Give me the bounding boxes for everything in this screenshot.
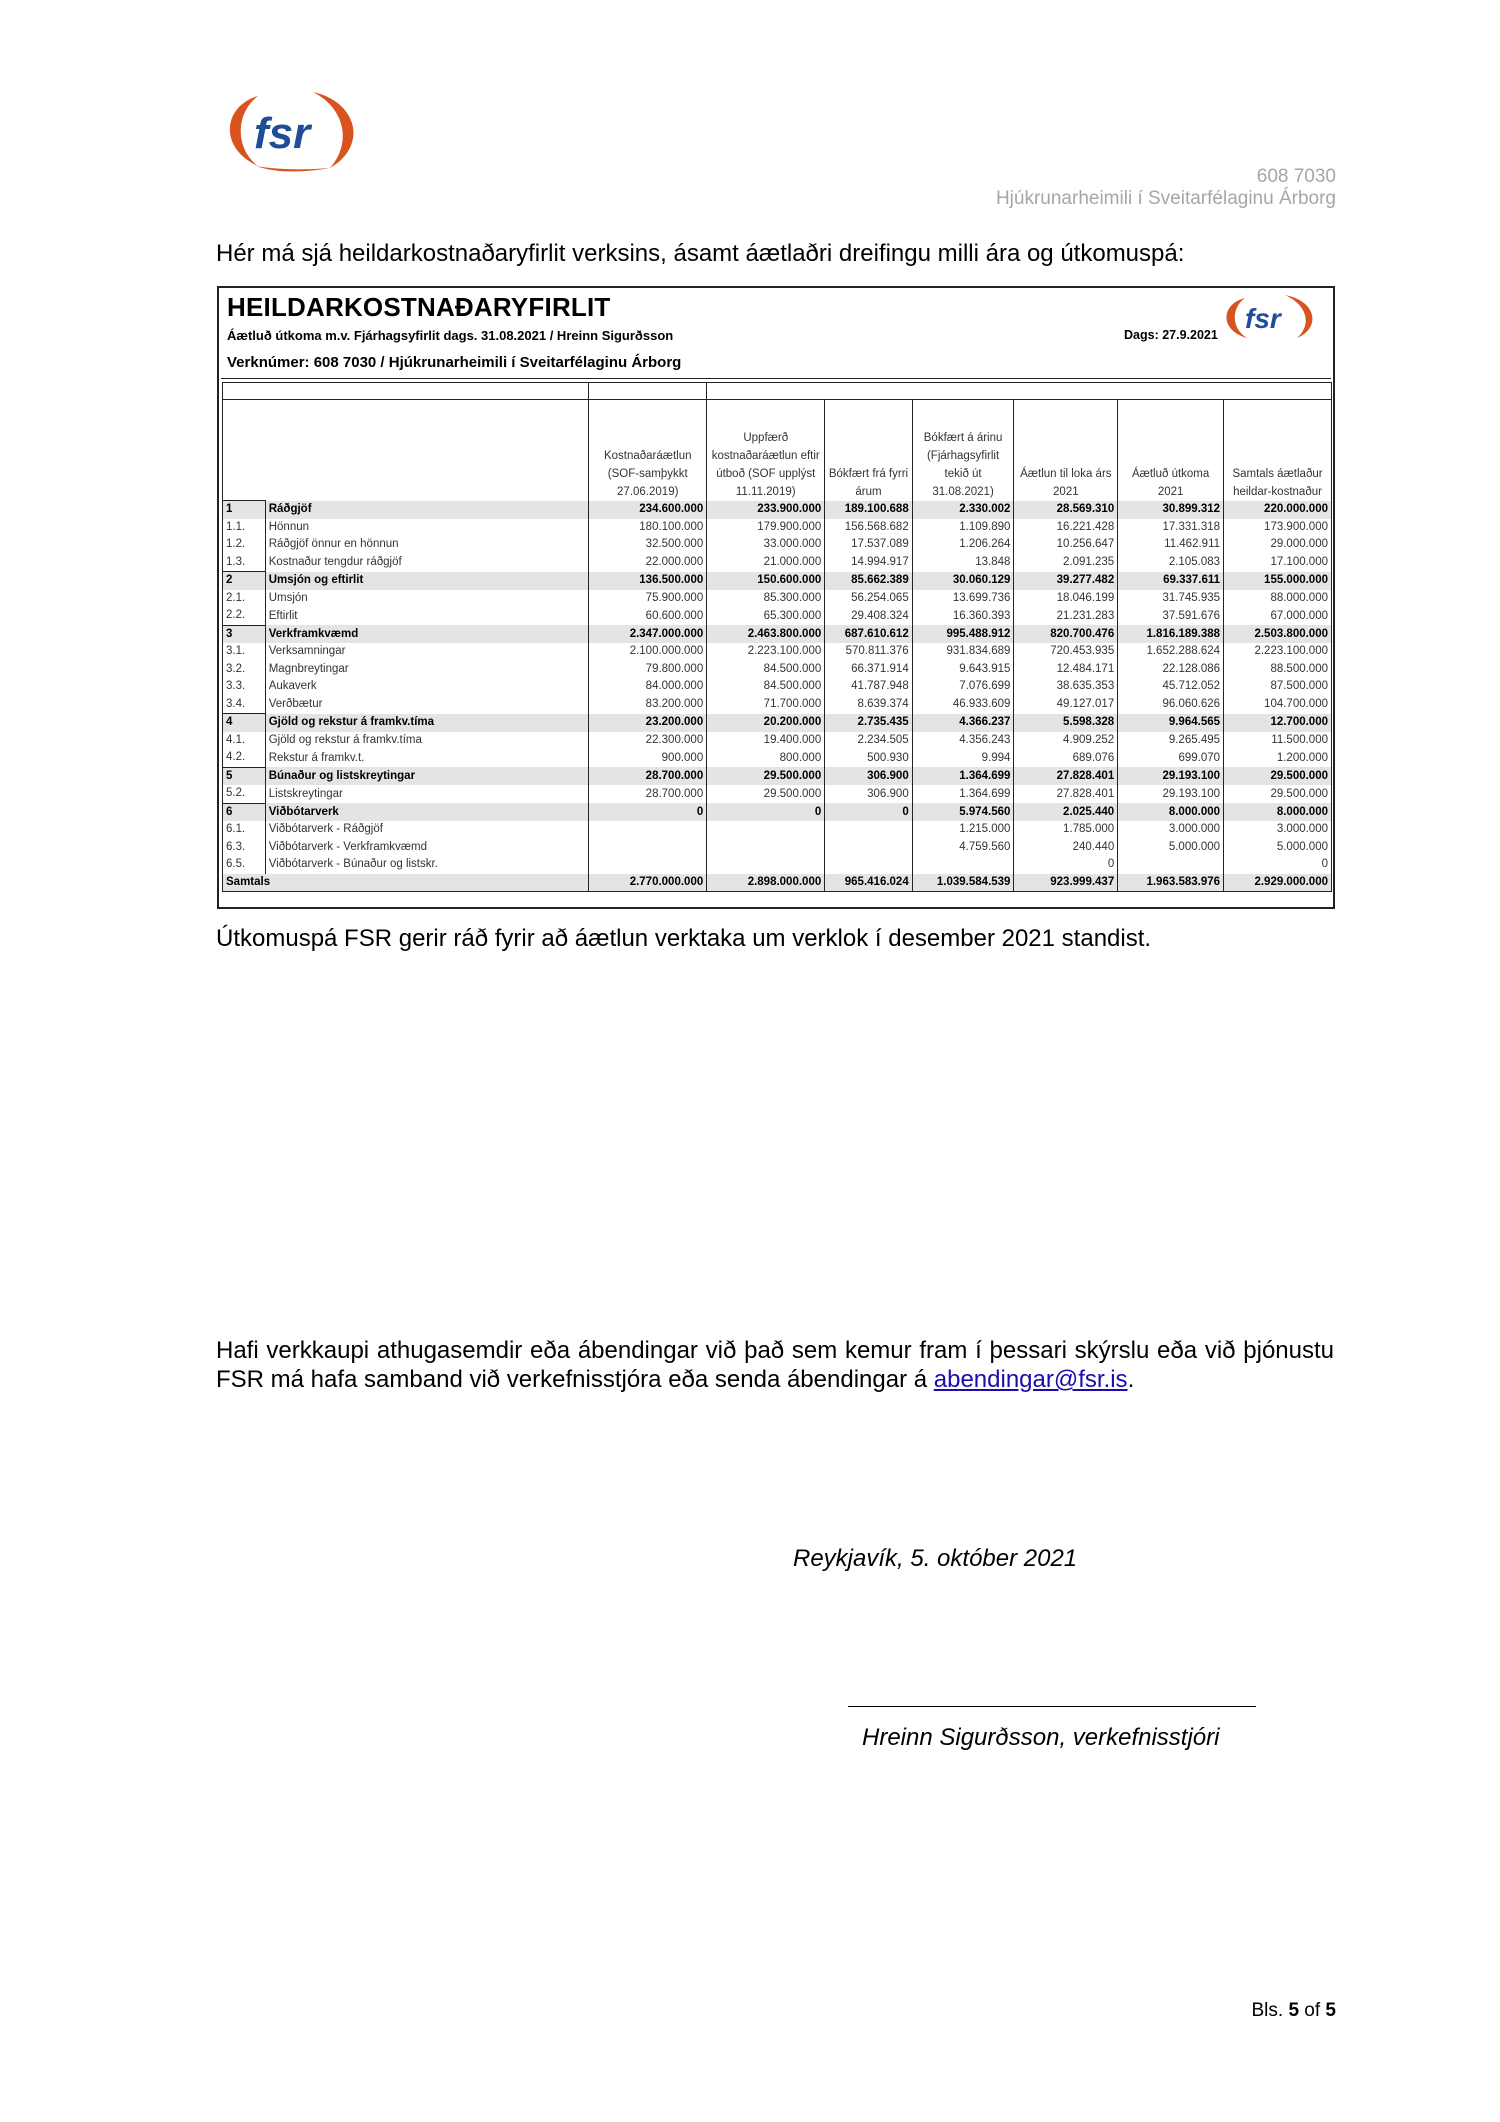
row-value: 0: [1224, 856, 1332, 874]
total-value: 2.898.000.000: [707, 874, 825, 892]
row-code: 2.1.: [223, 590, 266, 608]
svg-text:fsr: fsr: [1245, 303, 1281, 334]
col-header: Kostnaðaráætlun (SOF-samþykkt 27.06.2019): [589, 400, 707, 501]
sheet-date: Dags: 27.9.2021: [1124, 328, 1218, 342]
row-value: 720.453.935: [1014, 643, 1118, 661]
row-value: 5.974.560: [912, 803, 1014, 821]
col-header: Bókfært frá fyrri árum: [825, 400, 912, 501]
row-value: 104.700.000: [1224, 696, 1332, 714]
col-header: Uppfærð kostnaðaráætlun eftir útboð (SOF upplýst 11.11.2019): [707, 400, 825, 501]
row-value: 20.200.000: [707, 714, 825, 732]
table-row: [223, 732, 1332, 750]
row-value: 1.785.000: [1014, 821, 1118, 839]
row-value: 5.000.000: [1118, 839, 1224, 857]
row-value: [825, 839, 912, 857]
row-value: 37.591.676: [1118, 607, 1224, 625]
row-value: 220.000.000: [1224, 501, 1332, 519]
row-value: 2.223.100.000: [1224, 643, 1332, 661]
row-value: 136.500.000: [589, 572, 707, 590]
row-value: 29.193.100: [1118, 767, 1224, 785]
row-name: Umsjón: [265, 590, 589, 608]
row-value: 30.899.312: [1118, 501, 1224, 519]
row-code: 3.2.: [223, 661, 266, 679]
row-value: 11.500.000: [1224, 732, 1332, 750]
row-value: 2.330.002: [912, 501, 1014, 519]
row-value: 84.000.000: [589, 678, 707, 696]
fsr-logo-small: [1219, 292, 1319, 342]
table-group-row: [223, 714, 1332, 732]
table-group-row: [223, 625, 1332, 643]
row-code: 4.2.: [223, 749, 266, 767]
row-value: [589, 839, 707, 857]
row-value: 1.109.890: [912, 519, 1014, 537]
row-value: 29.000.000: [1224, 536, 1332, 554]
row-value: 1.200.000: [1224, 749, 1332, 767]
row-value: 22.128.086: [1118, 661, 1224, 679]
table-row: [223, 785, 1332, 803]
row-value: 49.127.017: [1014, 696, 1118, 714]
table-row: [223, 839, 1332, 857]
row-value: 66.371.914: [825, 661, 912, 679]
row-value: 29.500.000: [707, 767, 825, 785]
row-value: 41.787.948: [825, 678, 912, 696]
row-name: Viðbótarverk - Ráðgjöf: [265, 821, 589, 839]
row-value: 23.200.000: [589, 714, 707, 732]
row-name: Aukaverk: [265, 678, 589, 696]
page-prefix: Bls.: [1251, 2000, 1289, 2021]
row-value: [1118, 856, 1224, 874]
place-date: Reykjavík, 5. október 2021: [793, 1545, 1078, 1572]
table-row: [223, 856, 1332, 874]
row-name: Verðbætur: [265, 696, 589, 714]
row-name: Magnbreytingar: [265, 661, 589, 679]
row-value: 13.699.736: [912, 590, 1014, 608]
row-value: 38.635.353: [1014, 678, 1118, 696]
row-value: 500.930: [825, 749, 912, 767]
row-value: 13.848: [912, 554, 1014, 572]
row-value: 27.828.401: [1014, 785, 1118, 803]
row-value: 60.600.000: [589, 607, 707, 625]
row-value: 570.811.376: [825, 643, 912, 661]
row-value: 87.500.000: [1224, 678, 1332, 696]
row-code: 3.4.: [223, 696, 266, 714]
row-value: 9.643.915: [912, 661, 1014, 679]
row-value: 22.000.000: [589, 554, 707, 572]
row-value: 687.610.612: [825, 625, 912, 643]
row-value: 4.366.237: [912, 714, 1014, 732]
cost-table: [222, 382, 1332, 892]
row-name: Kostnaður tengdur ráðgjöf: [265, 554, 589, 572]
row-value: 8.000.000: [1224, 803, 1332, 821]
row-code: 6.3.: [223, 839, 266, 857]
row-value: 3.000.000: [1224, 821, 1332, 839]
row-value: 28.700.000: [589, 785, 707, 803]
row-name: Búnaður og listskreytingar: [265, 767, 589, 785]
row-value: 39.277.482: [1014, 572, 1118, 590]
table-group-row: [223, 767, 1332, 785]
row-code: 1.1.: [223, 519, 266, 537]
contact-paragraph: [216, 1336, 1334, 1394]
row-value: 306.900: [825, 767, 912, 785]
row-value: 75.900.000: [589, 590, 707, 608]
row-value: 8.639.374: [825, 696, 912, 714]
table-row: [223, 607, 1332, 625]
row-code: 5: [223, 767, 266, 785]
table-header-row: [223, 400, 1332, 501]
table-row: [223, 749, 1332, 767]
row-value: 84.500.000: [707, 678, 825, 696]
row-value: 2.463.800.000: [707, 625, 825, 643]
row-value: 931.834.689: [912, 643, 1014, 661]
table-row: [223, 519, 1332, 537]
row-value: 155.000.000: [1224, 572, 1332, 590]
project-name: Hjúkrunarheimili í Sveitarfélaginu Árborg: [995, 188, 1336, 209]
row-value: 180.100.000: [589, 519, 707, 537]
sheet-project: Verknúmer: 608 7030 / Hjúkrunarheimili í Sveitarfélaginu Árborg: [227, 354, 682, 371]
fsr-logo: [218, 88, 363, 173]
row-value: 29.500.000: [1224, 785, 1332, 803]
page-number: [1251, 2000, 1336, 2022]
col-header: Áætluð útkoma 2021: [1118, 400, 1224, 501]
row-value: 56.254.065: [825, 590, 912, 608]
total-value: 2.929.000.000: [1224, 874, 1332, 892]
row-value: 1.364.699: [912, 785, 1014, 803]
row-value: 2.025.440: [1014, 803, 1118, 821]
row-value: [825, 821, 912, 839]
row-value: 14.994.917: [825, 554, 912, 572]
page-of: of: [1299, 2000, 1326, 2021]
contact-text: Hafi verkkaupi athugasemdir eða ábendingar við það sem kemur fram í þessari skýrslu eða við þjónustu FSR má hafa samband við verkefnisstjóra eða senda ábendingar á: [216, 1337, 1334, 1393]
row-value: [589, 856, 707, 874]
row-code: 4.1.: [223, 732, 266, 750]
row-value: [707, 839, 825, 857]
row-value: [707, 856, 825, 874]
sheet-subtitle: Áætluð útkoma m.v. Fjárhagsyfirlit dags. 31.08.2021 / Hreinn Sigurðsson: [227, 328, 674, 343]
row-value: 45.712.052: [1118, 678, 1224, 696]
row-value: 0: [589, 803, 707, 821]
row-value: 1.816.189.388: [1118, 625, 1224, 643]
row-value: 67.000.000: [1224, 607, 1332, 625]
row-value: 84.500.000: [707, 661, 825, 679]
row-value: 16.360.393: [912, 607, 1014, 625]
contact-after: .: [1127, 1366, 1135, 1393]
row-name: Gjöld og rekstur á framkv.tíma: [265, 732, 589, 750]
table-row: [223, 554, 1332, 572]
row-name: Verkframkvæmd: [265, 625, 589, 643]
row-value: 79.800.000: [589, 661, 707, 679]
row-value: 11.462.911: [1118, 536, 1224, 554]
row-value: 29.500.000: [707, 785, 825, 803]
row-value: 2.105.083: [1118, 554, 1224, 572]
row-value: 83.200.000: [589, 696, 707, 714]
row-value: 28.569.310: [1014, 501, 1118, 519]
row-code: 6: [223, 803, 266, 821]
row-code: 3: [223, 625, 266, 643]
svg-text:fsr: fsr: [254, 109, 311, 158]
row-code: 1.3.: [223, 554, 266, 572]
row-value: 88.000.000: [1224, 590, 1332, 608]
row-name: Gjöld og rekstur á framkv.tíma: [265, 714, 589, 732]
row-value: 4.759.560: [912, 839, 1014, 857]
row-value: 4.356.243: [912, 732, 1014, 750]
row-value: 7.076.699: [912, 678, 1014, 696]
row-code: 1.2.: [223, 536, 266, 554]
row-value: 2.091.235: [1014, 554, 1118, 572]
sheet-divider: [221, 378, 1331, 379]
signatory-name: Hreinn Sigurðsson, verkefnisstjóri: [862, 1724, 1220, 1751]
row-name: Ráðgjöf önnur en hönnun: [265, 536, 589, 554]
sheet-title: HEILDARKOSTNAÐARYFIRLIT: [227, 292, 611, 322]
col-header: Bókfært á árinu (Fjárhagsyfirlit tekið út 31.08.2021): [912, 400, 1014, 501]
row-code: 3.3.: [223, 678, 266, 696]
row-value: 189.100.688: [825, 501, 912, 519]
row-value: 10.256.647: [1014, 536, 1118, 554]
row-value: 995.488.912: [912, 625, 1014, 643]
row-value: 29.193.100: [1118, 785, 1224, 803]
row-value: 12.484.171: [1014, 661, 1118, 679]
row-value: 689.076: [1014, 749, 1118, 767]
row-value: 2.100.000.000: [589, 643, 707, 661]
row-value: 240.440: [1014, 839, 1118, 857]
table-row: [223, 678, 1332, 696]
row-value: 85.662.389: [825, 572, 912, 590]
row-name: Viðbótarverk: [265, 803, 589, 821]
table-row: [223, 661, 1332, 679]
row-code: 5.2.: [223, 785, 266, 803]
total-value: 923.999.437: [1014, 874, 1118, 892]
row-value: 5.598.328: [1014, 714, 1118, 732]
row-value: 29.500.000: [1224, 767, 1332, 785]
row-value: 1.206.264: [912, 536, 1014, 554]
row-value: 156.568.682: [825, 519, 912, 537]
row-value: 306.900: [825, 785, 912, 803]
table-row: [223, 536, 1332, 554]
row-value: 9.994: [912, 749, 1014, 767]
row-value: 96.060.626: [1118, 696, 1224, 714]
row-value: 800.000: [707, 749, 825, 767]
row-value: 3.000.000: [1118, 821, 1224, 839]
row-value: 0: [825, 803, 912, 821]
row-value: 27.828.401: [1014, 767, 1118, 785]
row-code: 2: [223, 572, 266, 590]
row-value: 173.900.000: [1224, 519, 1332, 537]
row-value: 12.700.000: [1224, 714, 1332, 732]
row-value: 2.347.000.000: [589, 625, 707, 643]
row-value: 31.745.935: [1118, 590, 1224, 608]
row-value: 18.046.199: [1014, 590, 1118, 608]
row-value: 179.900.000: [707, 519, 825, 537]
row-value: 4.909.252: [1014, 732, 1118, 750]
table-row: [223, 821, 1332, 839]
row-code: 6.5.: [223, 856, 266, 874]
row-name: Eftirlit: [265, 607, 589, 625]
total-value: 965.416.024: [825, 874, 912, 892]
total-label: Samtals: [223, 874, 589, 892]
row-value: 2.223.100.000: [707, 643, 825, 661]
row-value: 900.000: [589, 749, 707, 767]
row-value: 22.300.000: [589, 732, 707, 750]
row-name: Hönnun: [265, 519, 589, 537]
row-value: 16.221.428: [1014, 519, 1118, 537]
row-name: Verksamningar: [265, 643, 589, 661]
row-value: 69.337.611: [1118, 572, 1224, 590]
row-value: 33.000.000: [707, 536, 825, 554]
row-value: [707, 821, 825, 839]
row-value: 2.503.800.000: [1224, 625, 1332, 643]
row-value: 150.600.000: [707, 572, 825, 590]
row-code: 2.2.: [223, 607, 266, 625]
row-value: 1.652.288.624: [1118, 643, 1224, 661]
email-link[interactable]: abendingar@fsr.is: [933, 1366, 1128, 1393]
row-value: 71.700.000: [707, 696, 825, 714]
row-name: Umsjón og eftirlit: [265, 572, 589, 590]
row-value: 29.408.324: [825, 607, 912, 625]
row-value: 32.500.000: [589, 536, 707, 554]
row-value: 17.100.000: [1224, 554, 1332, 572]
row-code: 4: [223, 714, 266, 732]
row-value: 46.933.609: [912, 696, 1014, 714]
intro-paragraph: Hér má sjá heildarkostnaðaryfirlit verksins, ásamt áætlaðri dreifingu milli ára og útkomuspá:: [216, 240, 1185, 267]
row-value: 1.364.699: [912, 767, 1014, 785]
row-value: 5.000.000: [1224, 839, 1332, 857]
row-code: 6.1.: [223, 821, 266, 839]
row-value: 1.215.000: [912, 821, 1014, 839]
row-value: 85.300.000: [707, 590, 825, 608]
row-value: 0: [1014, 856, 1118, 874]
row-name: Viðbótarverk - Búnaður og listskr.: [265, 856, 589, 874]
project-number: 608 7030: [1256, 166, 1336, 187]
row-value: 65.300.000: [707, 607, 825, 625]
row-value: 88.500.000: [1224, 661, 1332, 679]
total-value: 1.963.583.976: [1118, 874, 1224, 892]
row-value: 21.231.283: [1014, 607, 1118, 625]
row-value: 30.060.129: [912, 572, 1014, 590]
header-project-info: [996, 166, 1336, 210]
row-name: Viðbótarverk - Verkframkvæmd: [265, 839, 589, 857]
row-value: 9.964.565: [1118, 714, 1224, 732]
row-name: Listskreytingar: [265, 785, 589, 803]
signature-line: [848, 1706, 1256, 1707]
row-value: 28.700.000: [589, 767, 707, 785]
row-value: 8.000.000: [1118, 803, 1224, 821]
row-value: 2.735.435: [825, 714, 912, 732]
row-value: 2.234.505: [825, 732, 912, 750]
row-value: 9.265.495: [1118, 732, 1224, 750]
row-value: 21.000.000: [707, 554, 825, 572]
outlook-paragraph: Útkomuspá FSR gerir ráð fyrir að áætlun verktaka um verklok í desember 2021 standist.: [216, 925, 1152, 952]
row-name: Ráðgjöf: [265, 501, 589, 519]
row-code: 3.1.: [223, 643, 266, 661]
page-current: 5: [1288, 2000, 1300, 2021]
row-value: 233.900.000: [707, 501, 825, 519]
row-code: 1: [223, 501, 266, 519]
row-value: 234.600.000: [589, 501, 707, 519]
total-value: 1.039.584.539: [912, 874, 1014, 892]
table-group-row: [223, 803, 1332, 821]
table-group-row: [223, 501, 1332, 519]
row-value: 17.537.089: [825, 536, 912, 554]
row-value: 19.400.000: [707, 732, 825, 750]
page-total: 5: [1325, 2000, 1336, 2021]
row-value: 699.070: [1118, 749, 1224, 767]
table-group-row: [223, 572, 1332, 590]
table-row: [223, 696, 1332, 714]
col-header: Áætlun til loka árs 2021: [1014, 400, 1118, 501]
table-total-row: [223, 874, 1332, 892]
cost-overview-sheet: [217, 286, 1335, 909]
row-value: [589, 821, 707, 839]
col-header: Samtals áætlaður heildar-kostnaður: [1224, 400, 1332, 501]
row-value: 0: [707, 803, 825, 821]
row-value: [825, 856, 912, 874]
total-value: 2.770.000.000: [589, 874, 707, 892]
row-value: 820.700.476: [1014, 625, 1118, 643]
row-value: 17.331.318: [1118, 519, 1224, 537]
table-row: [223, 643, 1332, 661]
row-name: Rekstur á framkv.t.: [265, 749, 589, 767]
table-row: [223, 590, 1332, 608]
row-value: [912, 856, 1014, 874]
